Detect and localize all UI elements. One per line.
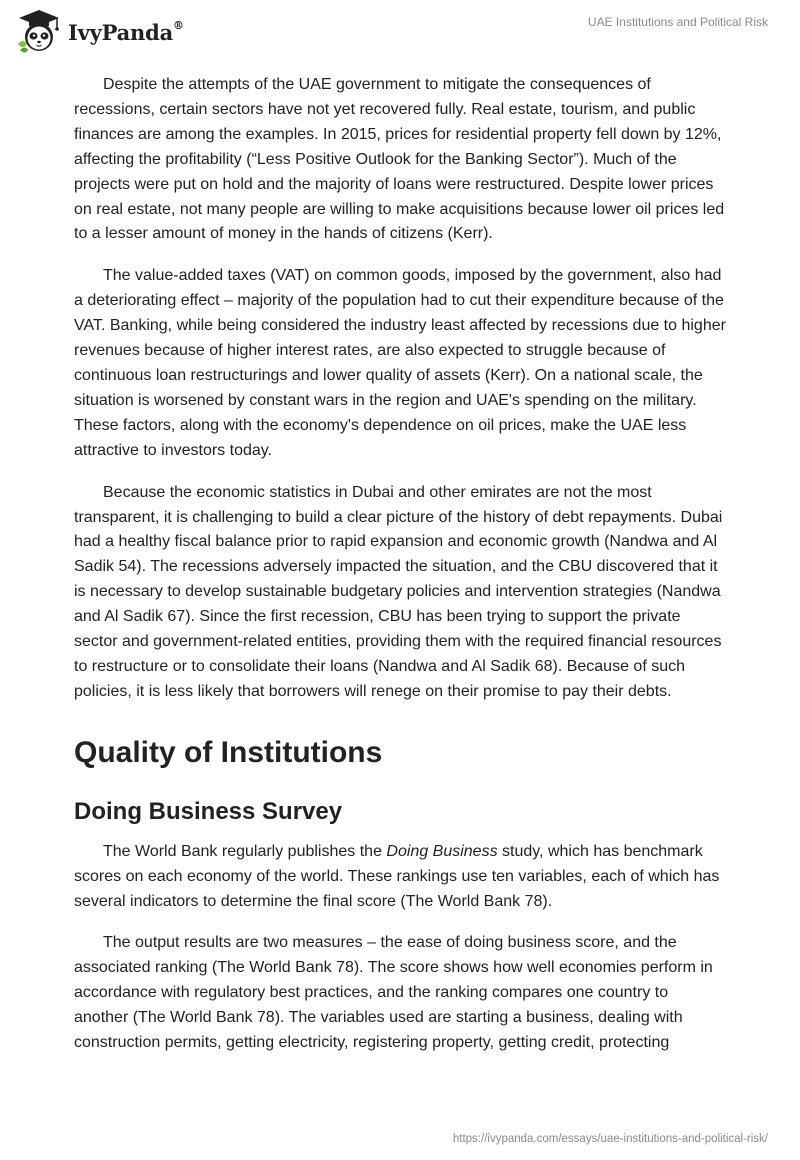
body-paragraph: The value-added taxes (VAT) on common goods, imposed by the government, also had a deteriorating effect – majority of the population had to cut their expenditure because of the VAT. Banking, while being considered the industry least affected by recessions due to higher revenues because of higher interest rates, are also expected to struggle because of continuous loan restructurings and lower quality of assets (Kerr). On a national scale, the situation is worsened by constant wars in the region and UAE's spending on the military. These factors, along with the economy's dependence on oil prices, make the UAE less attractive to investors today. [74, 267, 726, 459]
trademark-symbol: ® [173, 18, 184, 32]
body-paragraph: Despite the attempts of the UAE government to mitigate the consequences of recessions, certain sectors have not yet recovered fully. Real estate, tourism, and public finances are among the examples. In 2015, prices for residential property fell down by 12%, affecting the profitability (“Less Positive Outlook for the Banking Sector”). Much of the projects were put on hold and the majority of loans were restructured. Despite lower prices on real estate, not many people are willing to make acquisitions because lower oil prices led to a lesser amount of money in the hands of citizens (Kerr). [74, 76, 725, 243]
body-paragraph: Because the economic statistics in Dubai and other emirates are not the most transparent, it is challenging to build a clear picture of the history of debt repayments. Dubai had a healthy fiscal balance prior to rapid expansion and economic growth (Nandwa and Al Sadik 54). The recessions adversely impacted the situation, and the CBU discovered that it is necessary to develop sustainable budgetary policies and intervention strategies (Nandwa and Al Sadik 67). Since the first recession, CBU has been trying to support the private sector and government-related entities, providing them with the required financial resources to restructure or to consolidate their loans (Nandwa and Al Sadik 68). Because of such policies, it is less likely that borrowers will renege on their promise to pay their debts. [74, 483, 723, 700]
document-title: UAE Institutions and Political Risk [587, 15, 768, 29]
source-url[interactable]: https://ivypanda.com/essays/uae-institutions-and-political-risk/ [452, 1133, 768, 1145]
brand-name: IvyPanda® [68, 18, 184, 45]
ivypanda-logo[interactable] [14, 6, 184, 56]
panda-graduate-icon [14, 6, 64, 56]
subsection-heading: Doing Business Survey [74, 797, 343, 825]
page-header [0, 0, 800, 60]
body-paragraph: The output results are two measures – the ease of doing business score, and the associated ranking (The World Bank 78). The score shows how well economies perform in accordance with regulatory best practices, and the ranking compares one country to another (The World Bank 78). The variables used are starting a business, dealing with construction permits, getting electricity, registering property, getting credit, protecting [74, 934, 713, 1052]
study-title: Doing Business [386, 842, 498, 860]
paragraph-text: The World Bank regularly publishes the [103, 842, 387, 860]
paragraph-text: study, which has benchmark scores on each economy of the world. These rankings use ten variables, each of which has several indicators to determine the final score (The World Bank 78). [74, 842, 720, 910]
body-paragraph [74, 840, 726, 915]
section-heading: Quality of Institutions [74, 735, 383, 769]
essay-body [74, 73, 726, 1073]
